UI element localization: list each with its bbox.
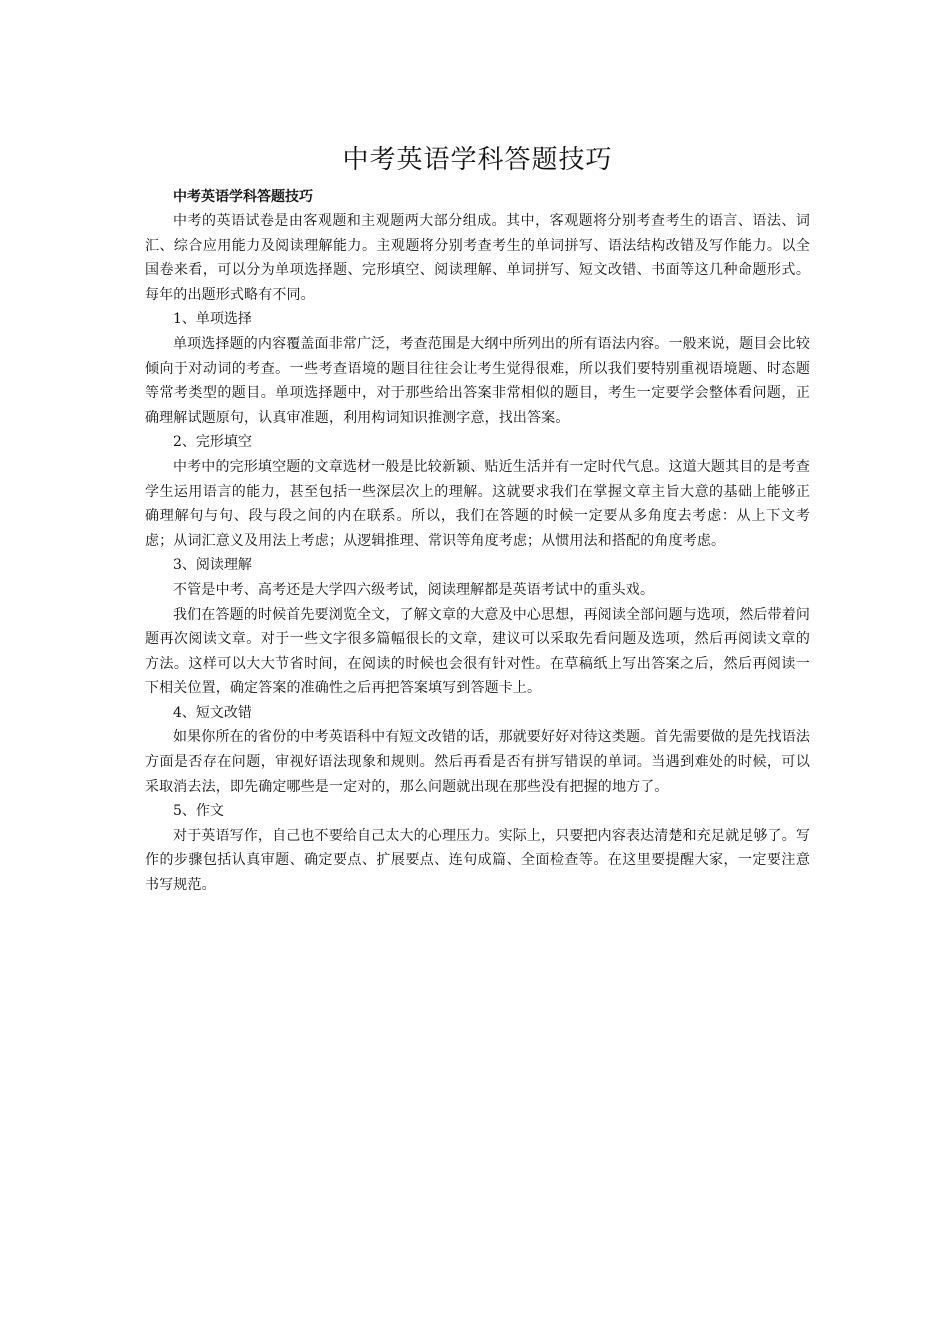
section-heading-error-correction: 4、短文改错 <box>173 704 252 721</box>
section-heading-cloze: 2、完形填空 <box>173 434 252 451</box>
document-page <box>145 135 810 898</box>
section-paragraph: 单项选择题的内容覆盖面非常广泛，考查范围是大纲中所列出的所有语法内容。一般来说，题目会比较倾向于对动词的考查。一些考查语境的题目往往会让考生觉得很难，所以我们要特别重视语境题、时态题等常考类型的题目。单项选择题中，对于那些给出答案非常相似的题目，考生一定要学会整体看问题，正确理解试题原句，认真审准题，利用构词知识推测字意，找出答案。 <box>145 335 810 426</box>
section-paragraph: 不管是中考、高考还是大学四六级考试，阅读理解都是英语考试中的重头戏。 <box>173 581 655 598</box>
document-title: 中考英语学科答题技巧 <box>342 145 613 175</box>
section-heading-single-choice: 1、单项选择 <box>173 311 252 328</box>
section-paragraph: 中考中的完形填空题的文章选材一般是比较新颖、贴近生活并有一定时代气息。这道大题其目的是考查学生运用语言的能力，甚至包括一些深层次上的理解。这就要求我们在掌握文章主旨大意的基础上能够正确理解句与句、段与段之间的内在联系。所以，我们在答题的时候一定要从多角度去考虑：从上下文考虑；从词汇意义及用法上考虑；从逻辑推理、常识等角度考虑；从惯用法和搭配的角度考虑。 <box>145 458 810 549</box>
section-paragraph: 对于英语写作，自己也不要给自己太大的心理压力。实际上，只要把内容表达清楚和充足就足够了。写作的步骤包括认真审题、确定要点、扩展要点、连句成篇、全面检查等。在这里要提醒大家，一定要注意书写规范。 <box>145 827 810 894</box>
section-paragraph: 我们在答题的时候首先要浏览全文，了解文章的大意及中心思想，再阅读全部问题与选项，然后带着问题再次阅读文章。对于一些文字很多篇幅很长的文章，建议可以采取先看问题及选项，然后再阅读文章的方法。这样可以大大节省时间，在阅读的时候也会很有针对性。在草稿纸上写出答案之后，然后再阅读一下相关位置，确定答案的准确性之后再把答案填写到答题卡上。 <box>145 606 810 697</box>
section-paragraph: 如果你所在的省份的中考英语科中有短文改错的话，那就要好好对待这类题。首先需要做的是先找语法方面是否存在问题，审视好语法现象和规则。然后再看是否有拼写错误的单词。当遇到难处的时候，可以采取消去法，即先确定哪些是一定对的，那么问题就出现在那些没有把握的地方了。 <box>145 729 810 795</box>
document-subtitle: 中考英语学科答题技巧 <box>173 189 313 205</box>
section-heading-reading: 3、阅读理解 <box>173 557 252 574</box>
intro-paragraph: 中考的英语试卷是由客观题和主观题两大部分组成。其中，客观题将分别考查考生的语言、语法、词汇、综合应用能力及阅读理解能力。主观题将分别考查考生的单词拼写、语法结构改错及写作能力。以全国卷来看，可以分为单项选择题、完形填空、阅读理解、单词拼写、短文改错、书面等这几种命题形式。每年的出题形式略有不同。 <box>145 213 810 303</box>
section-heading-writing: 5、作文 <box>173 803 224 820</box>
